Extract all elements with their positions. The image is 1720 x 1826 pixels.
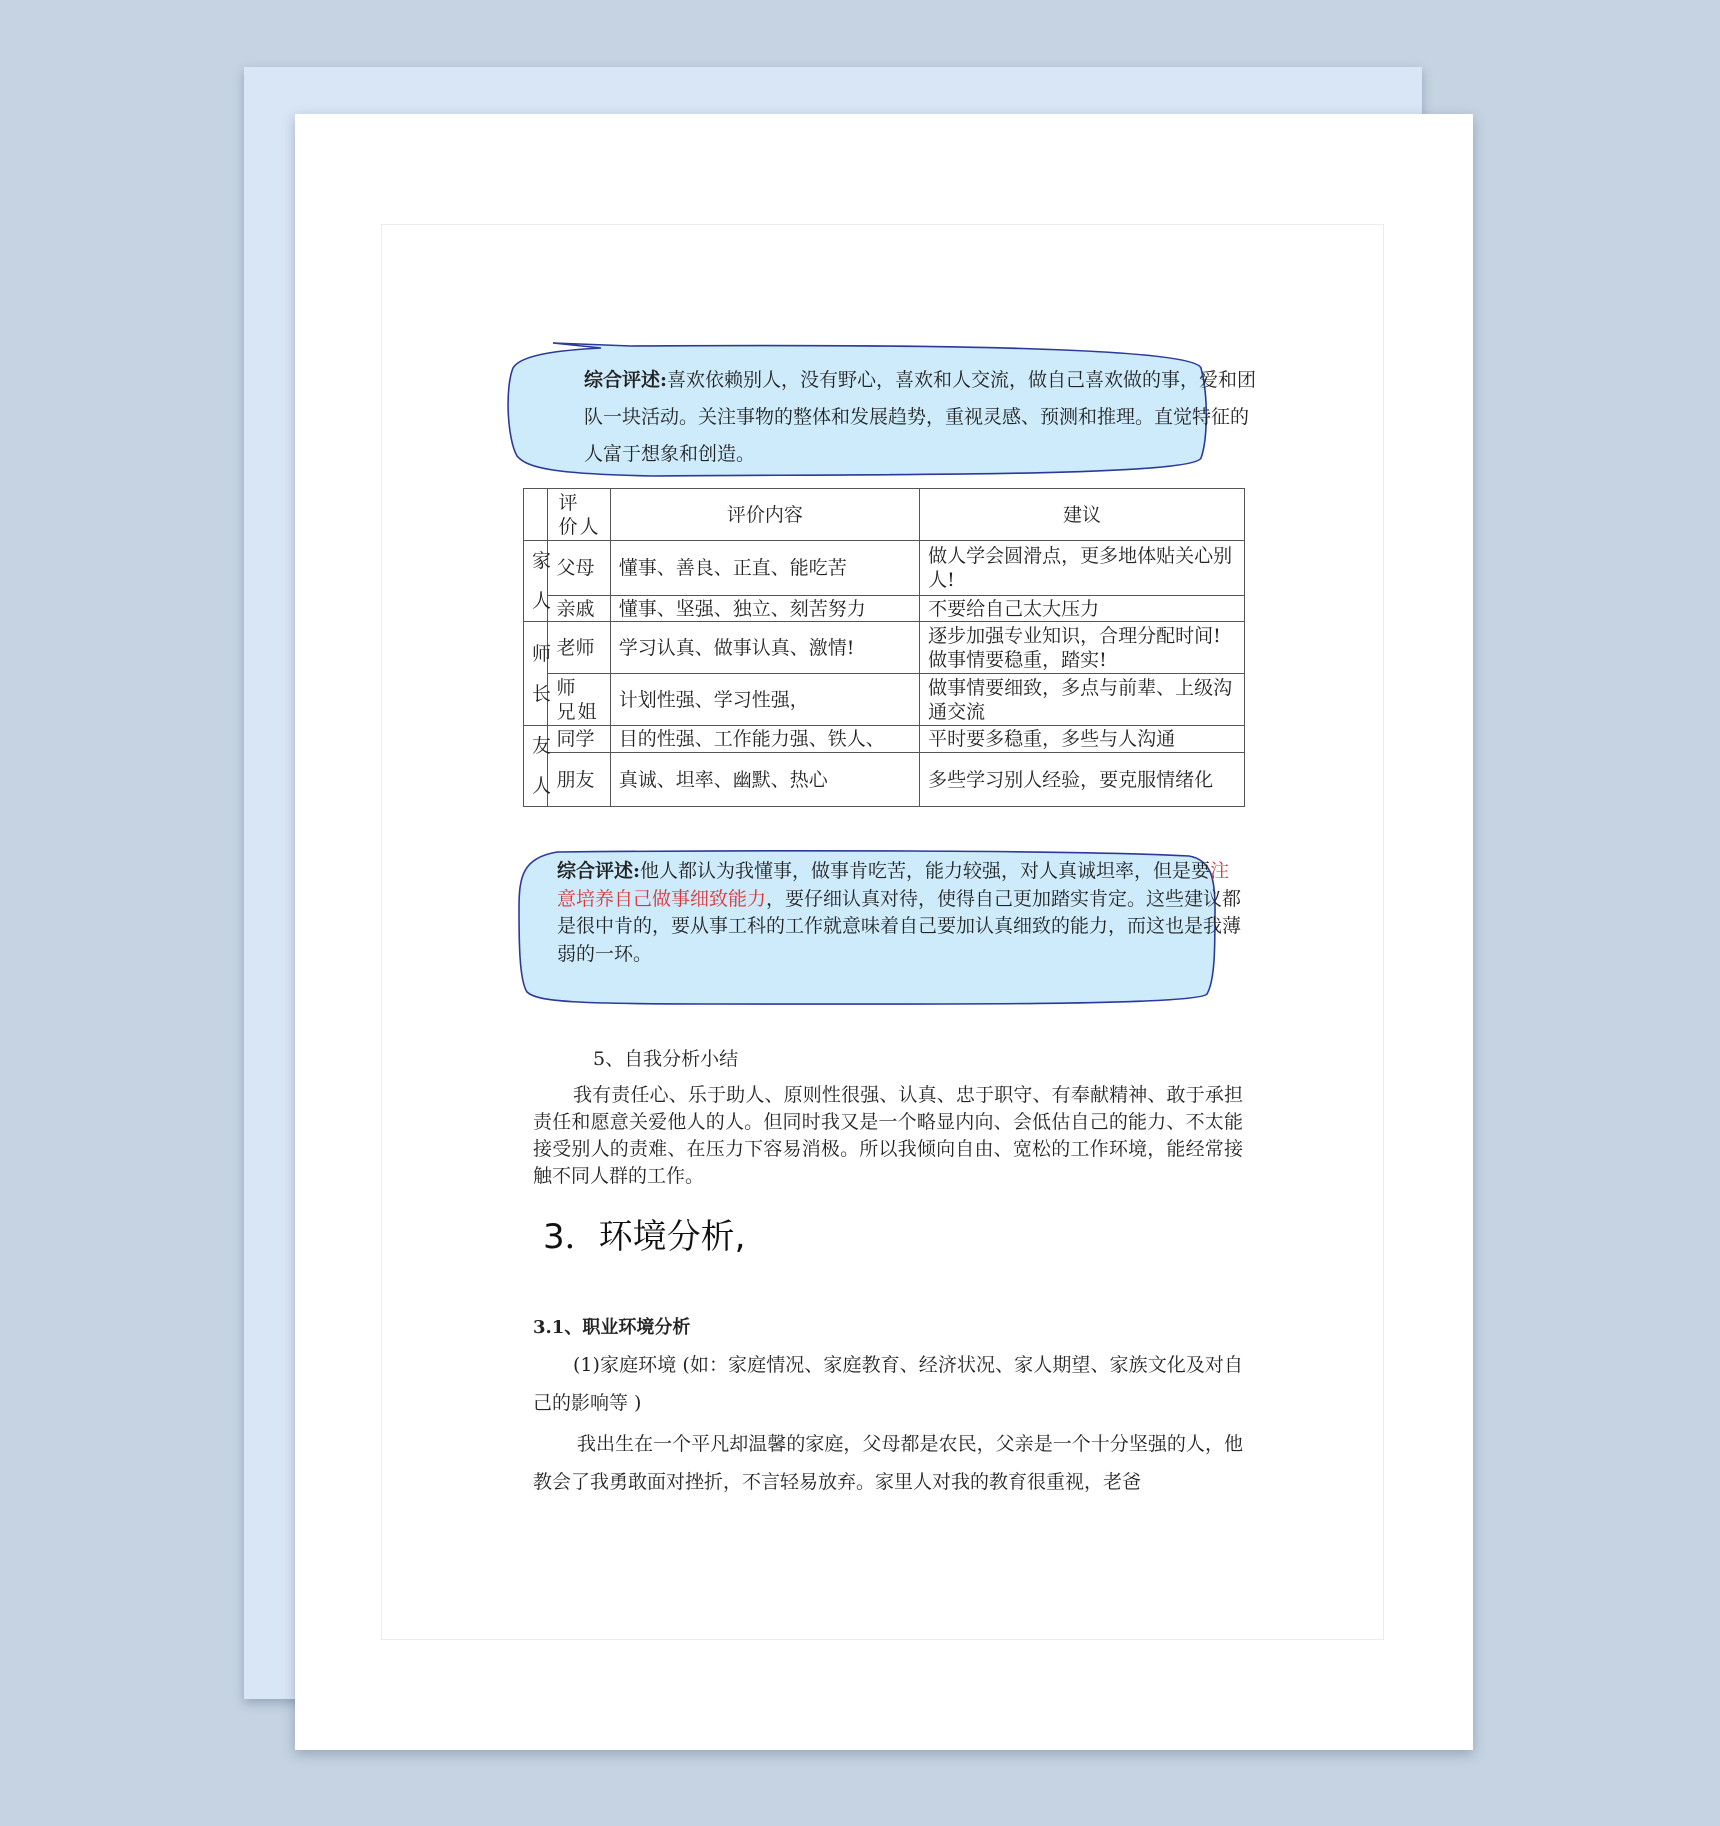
row-content: 目的性强、工作能力强、铁人、 xyxy=(610,726,919,753)
bubble-2-highlight: 注意培养自己做事细致能力 xyxy=(557,860,1230,910)
group-family: 家 人 xyxy=(524,541,548,622)
row-content: 学习认真、做事认真、激情! xyxy=(610,622,919,674)
family-environment-paragraph: 我出生在一个平凡却温馨的家庭，父母都是农民，父亲是一个十分坚强的人，他教会了我勇敢面对挫折，不言轻易放弃。家里人对我的教育很重视，老爸 xyxy=(533,1433,1243,1493)
table-row xyxy=(524,674,1245,726)
row-advice: 平时要多稳重，多些与人沟通 xyxy=(920,726,1245,753)
section-3-1-heading: 3.1、职业环境分析 xyxy=(533,1317,691,1338)
bubble-2-text xyxy=(557,858,1247,968)
group-friends: 友 人 xyxy=(524,726,548,807)
row-person: 老师 xyxy=(548,622,610,674)
group-teachers: 师 长 xyxy=(524,622,548,726)
table-row xyxy=(524,726,1245,753)
row-advice: 做人学会圆滑点，更多地体贴关心别人! xyxy=(920,541,1245,596)
row-content: 计划性强、学习性强， xyxy=(610,674,919,726)
row-content: 真诚、坦率、幽默、热心 xyxy=(610,753,919,807)
row-content: 懂事、坚强、独立、刻苦努力 xyxy=(610,596,919,622)
bubble-1-label: 综合评述: xyxy=(584,369,668,391)
evaluation-table xyxy=(523,488,1245,807)
table-header-row xyxy=(524,489,1245,541)
row-content: 懂事、善良、正直、能吃苦 xyxy=(610,541,919,596)
header-evaluator: 评 价人 xyxy=(548,489,610,541)
row-person: 父母 xyxy=(548,541,610,596)
section-5-title: 5、自我分析小结 xyxy=(593,1048,739,1070)
row-advice: 逐步加强专业知识，合理分配时间! 做事情要稳重，踏实! xyxy=(920,622,1245,674)
row-person: 亲戚 xyxy=(548,596,610,622)
row-person: 朋友 xyxy=(548,753,610,807)
table-row xyxy=(524,622,1245,674)
document-page xyxy=(295,114,1473,1750)
section-3-heading: 3．环境分析, xyxy=(543,1217,746,1257)
table-row xyxy=(524,541,1245,596)
table-row xyxy=(524,753,1245,807)
row-person: 师 兄姐 xyxy=(548,674,610,726)
header-empty-cell xyxy=(524,489,548,541)
bubble-1-text xyxy=(544,362,1264,473)
header-content: 评价内容 xyxy=(610,489,919,541)
row-advice: 做事情要细致，多点与前辈、上级沟通交流 xyxy=(920,674,1245,726)
row-advice: 不要给自己太大压力 xyxy=(920,596,1245,622)
bubble-1-body: 喜欢依赖别人，没有野心，喜欢和人交流，做自己喜欢做的事，爱和团队一块活动。关注事物的整体和发展趋势，重视灵感、预测和推理。直觉特征的人富于想象和创造。 xyxy=(584,369,1257,465)
bubble-2-body-after: ，要仔细认真对待，使得自己更加踏实肯定。这些建议都是很中肯的，要从事工科的工作就意味着自己要加认真细致的能力，而这也是我薄弱的一环。 xyxy=(557,887,1242,965)
row-advice: 多些学习别人经验，要克服情绪化 xyxy=(920,753,1245,807)
bubble-2-body-before: 他人都认为我懂事，做事肯吃苦，能力较强，对人真诚坦率，但是要 xyxy=(640,860,1211,882)
header-advice: 建议 xyxy=(920,489,1245,541)
section-5-paragraph: 我有责任心、乐于助人、原则性很强、认真、忠于职守、有奉献精神、敢于承担责任和愿意关爱他人的人。但同时我又是一个略显内向、会低估自己的能力、不太能接受别人的责难、在压力下容易消极。所以我倾向自由、宽松的工作环境，能经常接触不同人群的工作。 xyxy=(533,1084,1243,1187)
table-row xyxy=(524,596,1245,622)
bubble-2-label: 综合评述: xyxy=(557,860,641,882)
family-environment-item: (1)家庭环境 (如：家庭情况、家庭教育、经济状况、家人期望、家族文化及对自己的影响等 ) xyxy=(533,1354,1243,1414)
row-person: 同学 xyxy=(548,726,610,753)
